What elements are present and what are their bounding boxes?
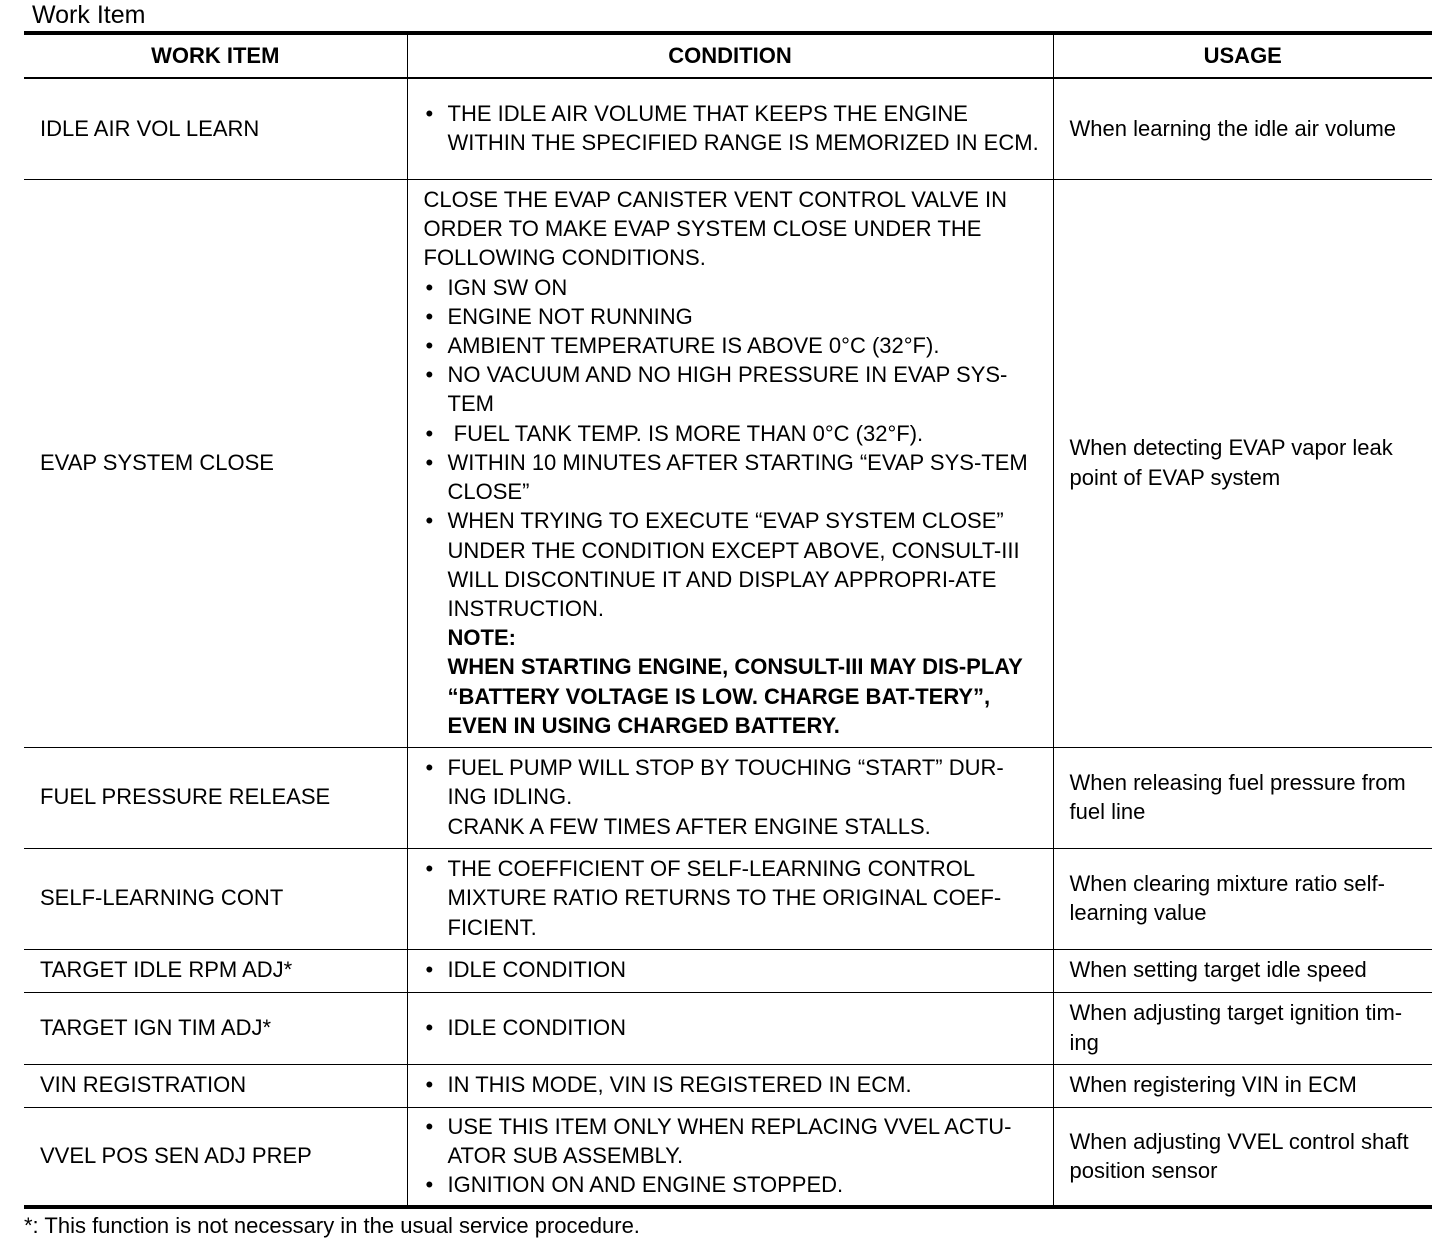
condition-bullet: • IDLE CONDITION [424,1013,1043,1042]
condition-cell [407,78,1053,179]
condition-bullet: • ENGINE NOT RUNNING [424,302,1043,331]
table-row [24,78,1432,179]
condition-bullets [424,955,1043,984]
condition-bullets [424,753,1043,811]
work-item-cell: TARGET IGN TIM ADJ* [24,992,407,1064]
condition-bullets [424,1013,1043,1042]
condition-bullet: • AMBIENT TEMPERATURE IS ABOVE 0°C (32°F). [424,331,1043,360]
page-title: Work Item [32,1,146,29]
footnote: *: This function is not necessary in the usual service procedure. [24,1213,640,1238]
usage-cell: When registering VIN in ECM [1053,1064,1432,1107]
condition-bullet: • USE THIS ITEM ONLY WHEN REPLACING VVEL ACTU-ATOR SUB ASSEMBLY. [424,1112,1043,1170]
work-item-cell: IDLE AIR VOL LEARN [24,78,407,179]
condition-cell [407,747,1053,848]
header-condition: CONDITION [407,33,1053,78]
condition-cell [407,179,1053,747]
usage-cell: When releasing fuel pressure from fuel line [1053,747,1432,848]
condition-bullet: • IN THIS MODE, VIN IS REGISTERED IN ECM. [424,1070,1043,1099]
work-item-cell: EVAP SYSTEM CLOSE [24,179,407,747]
usage-cell: When clearing mixture ratio self-learning value [1053,848,1432,949]
usage-cell: When adjusting target ignition tim-ing [1053,992,1432,1064]
work-item-cell: VVEL POS SEN ADJ PREP [24,1107,407,1207]
table-row [24,848,1432,949]
condition-cell [407,1107,1053,1207]
condition-bullet: • THE COEFFICIENT OF SELF-LEARNING CONTROL MIXTURE RATIO RETURNS TO THE ORIGINAL COEF-FICIENT. [424,854,1043,942]
table-row [24,1064,1432,1107]
condition-bullet: • IDLE CONDITION [424,955,1043,984]
table-row [24,747,1432,848]
condition-bullet: • FUEL PUMP WILL STOP BY TOUCHING “START” DUR-ING IDLING. [424,753,1043,811]
header-usage: USAGE [1053,33,1432,78]
condition-bullets [424,273,1043,623]
condition-cell [407,848,1053,949]
work-item-cell: TARGET IDLE RPM ADJ* [24,949,407,992]
work-item-cell: VIN REGISTRATION [24,1064,407,1107]
condition-extra: CRANK A FEW TIMES AFTER ENGINE STALLS. [447,813,931,839]
table-body [24,78,1432,1207]
condition-bullets [424,1112,1043,1200]
table-row [24,179,1432,747]
condition-intro: CLOSE THE EVAP CANISTER VENT CONTROL VALVE IN ORDER TO MAKE EVAP SYSTEM CLOSE UNDER THE FOLLOWING CONDITIONS. [423,187,1008,271]
table-row [24,949,1432,992]
condition-cell [407,1064,1053,1107]
work-item-cell: FUEL PRESSURE RELEASE [24,747,407,848]
condition-bullet: • FUEL TANK TEMP. IS MORE THAN 0°C (32°F). [424,419,1043,448]
table-row [24,1107,1432,1207]
note-text: WHEN STARTING ENGINE, CONSULT-III MAY DIS-PLAY “BATTERY VOLTAGE IS LOW. CHARGE BAT-TERY”, EVEN IN USING CHARGED BATTERY. [447,654,1023,738]
work-item-cell: SELF-LEARNING CONT [24,848,407,949]
condition-bullet: • WITHIN 10 MINUTES AFTER STARTING “EVAP SYS-TEM CLOSE” [424,448,1043,506]
work-item-table [24,31,1432,1209]
condition-bullet: • THE IDLE AIR VOLUME THAT KEEPS THE ENGINE WITHIN THE SPECIFIED RANGE IS MEMORIZED IN ECM. [424,99,1043,157]
condition-bullet: • IGN SW ON [424,273,1043,302]
header-work-item: WORK ITEM [24,33,407,78]
condition-cell [407,992,1053,1064]
usage-cell: When adjusting VVEL control shaft position sensor [1053,1107,1432,1207]
usage-cell: When learning the idle air volume [1053,78,1432,179]
condition-bullet: • IGNITION ON AND ENGINE STOPPED. [424,1170,1043,1199]
condition-bullets [424,99,1043,157]
condition-bullets [424,854,1043,942]
condition-bullet: • NO VACUUM AND NO HIGH PRESSURE IN EVAP SYS-TEM [424,360,1043,418]
header-row [24,33,1432,78]
usage-cell: When detecting EVAP vapor leak point of EVAP system [1053,179,1432,747]
table-row [24,992,1432,1064]
table-header [24,33,1432,78]
condition-bullet: • WHEN TRYING TO EXECUTE “EVAP SYSTEM CLOSE” UNDER THE CONDITION EXCEPT ABOVE, CONSULT-III WILL DISCONTINUE IT AND DISPLAY APPROPRI-ATE INSTRUCTION. [424,506,1043,623]
condition-cell [407,949,1053,992]
usage-cell: When setting target idle speed [1053,949,1432,992]
condition-bullets [424,1070,1043,1099]
note-label: NOTE: [447,625,516,651]
